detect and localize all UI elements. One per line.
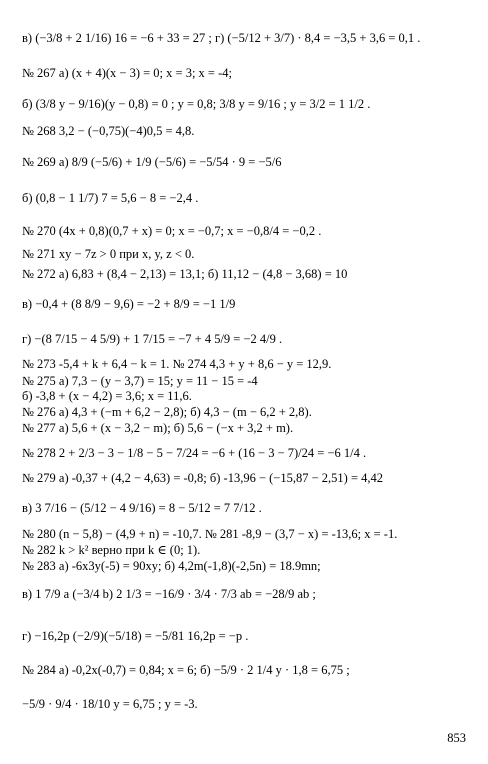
solution-line: № 270 (4x + 0,8)(0,7 + x) = 0; x = −0,7; x = −0,8/4 = −0,2 . [22, 224, 322, 238]
solution-line: № 278 2 + 2/3 − 3 − 1/8 − 5 − 7/24 = −6 + (16 − 3 − 7)/24 = −6 1/4 . [22, 446, 367, 460]
solution-line: б) (0,8 − 1 1/7) 7 = 5,6 − 8 = −2,4 . [22, 191, 199, 205]
solution-line: № 273 -5,4 + k + 6,4 − k = 1. № 274 4,3 + y + 8,6 − y = 12,9. [22, 357, 332, 371]
solution-line: № 275 а) 7,3 − (y − 3,7) = 15; y = 11 − 15 = -4 [22, 374, 258, 388]
solution-line: б) (3/8 y − 9/16)(y − 0,8) = 0 ; y = 0,8; 3/8 y = 9/16 ; y = 3/2 = 1 1/2 . [22, 97, 371, 111]
solution-line: в) −0,4 + (8 8/9 − 9,6) = −2 + 8/9 = −1 1/9 [22, 297, 236, 311]
solution-line: № 267 а) (x + 4)(x − 3) = 0; x = 3; x = -4; [22, 66, 232, 80]
solution-line: в) (−3/8 + 2 1/16) 16 = −6 + 33 = 27 ; г) (−5/12 + 3/7) · 8,4 = −3,5 + 3,6 = 0,1 . [22, 31, 421, 45]
solution-line: г) −16,2p (−2/9)(−5/18) = −5/81 16,2p = −p . [22, 629, 249, 643]
solution-line: № 283 а) -6x3y(-5) = 90xy; б) 4,2m(-1,8)(-2,5n) = 18.9mn; [22, 559, 321, 573]
solution-line: № 280 (n − 5,8) − (4,9 + n) = -10,7. № 281 -8,9 − (3,7 − x) = -13,6; x = -1. [22, 527, 398, 541]
page-number: 853 [447, 731, 466, 745]
solution-line: в) 1 7/9 a (−3/4 b) 2 1/3 = −16/9 · 3/4 · 7/3 ab = −28/9 ab ; [22, 587, 316, 601]
solution-line: № 272 а) 6,83 + (8,4 − 2,13) = 13,1; б) 11,12 − (4,8 − 3,68) = 10 [22, 267, 348, 281]
solution-line: в) 3 7/16 − (5/12 − 4 9/16) = 8 − 5/12 = 7 7/12 . [22, 501, 262, 515]
solution-line: № 284 а) -0,2x(-0,7) = 0,84; x = 6; б) −5/9 · 2 1/4 y · 1,8 = 6,75 ; [22, 663, 350, 677]
solution-line: г) −(8 7/15 − 4 5/9) + 1 7/15 = −7 + 4 5/9 = −2 4/9 . [22, 332, 283, 346]
solution-line: № 276 а) 4,3 + (−m + 6,2 − 2,8); б) 4,3 − (m − 6,2 + 2,8). [22, 405, 312, 419]
solution-line: б) -3,8 + (x − 4,2) = 3,6; x = 11,6. [22, 389, 192, 403]
solution-line: № 268 3,2 − (−0,75)(−4)0,5 = 4,8. [22, 124, 195, 138]
solution-line: № 269 а) 8/9 (−5/6) + 1/9 (−5/6) = −5/54 · 9 = −5/6 [22, 155, 282, 169]
solution-line: № 277 а) 5,6 + (x − 3,2 − m); б) 5,6 − (−x + 3,2 + m). [22, 421, 294, 435]
solution-line: № 282 k > k² верно при k ∈ (0; 1). [22, 543, 201, 557]
solution-line: № 279 а) -0,37 + (4,2 − 4,63) = -0,8; б) -13,96 − (−15,87 − 2,51) = 4,42 [22, 471, 383, 485]
solution-line: −5/9 · 9/4 · 18/10 y = 6,75 ; y = -3. [22, 697, 198, 711]
solution-line: № 271 xy − 7z > 0 при x, y, z < 0. [22, 247, 195, 261]
